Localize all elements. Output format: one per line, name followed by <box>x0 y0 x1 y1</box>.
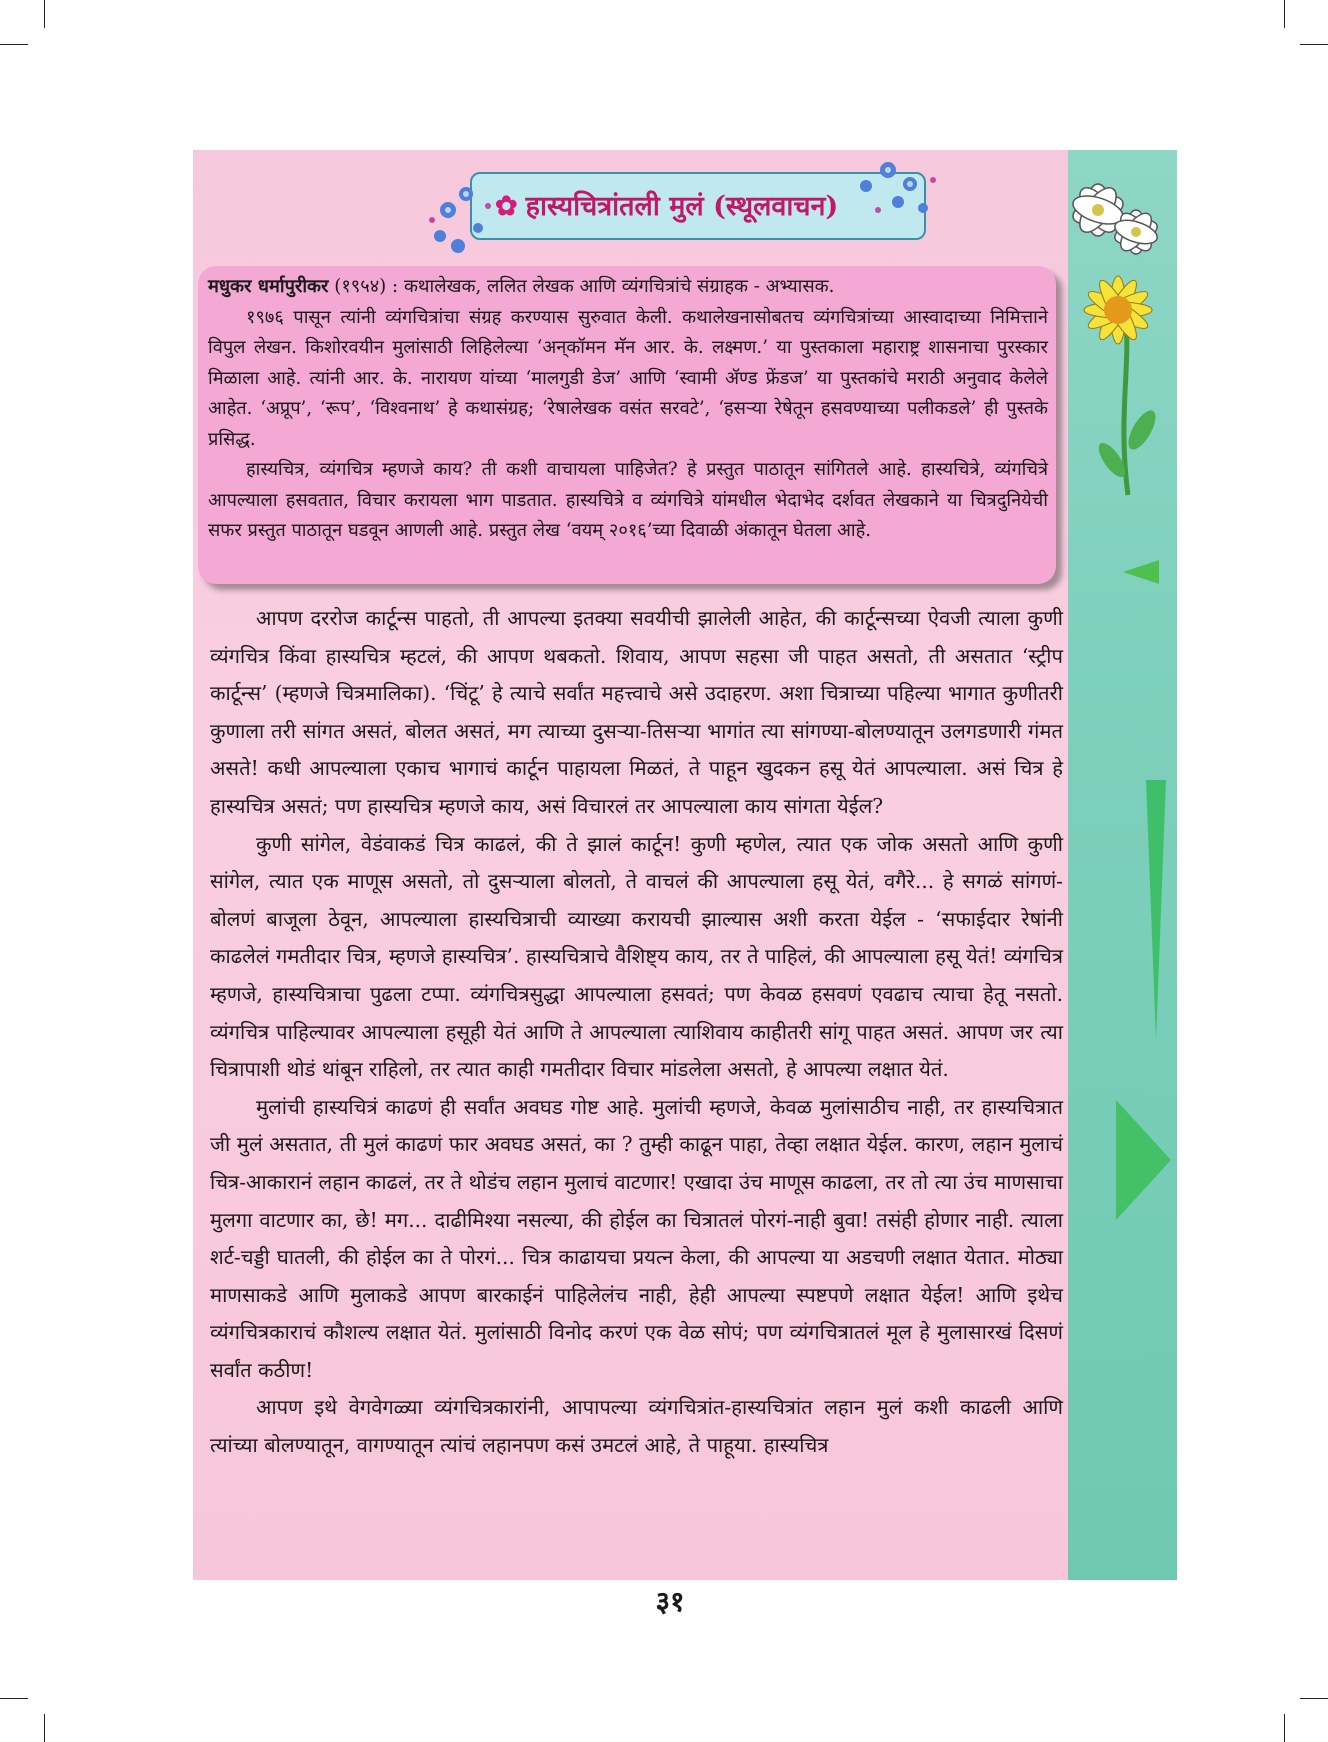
body-paragraph: आपण इथे वेगवेगळ्या व्यंगचित्रकारांनी, आपापल्या व्यंगचित्रांत-हास्यचित्रांत लहान मुलं कशी काढली आणि त्यांच्या बोलण्यातून, वागण्यातून त्यांचं लहानपण कसं उमटलं आहे, ते पाहूया. हास्यचित्र <box>210 1395 1063 1458</box>
crop-mark <box>44 1714 45 1742</box>
crop-mark <box>1284 0 1285 28</box>
crop-mark <box>1300 1698 1328 1699</box>
crop-mark <box>0 44 28 45</box>
intro-paragraph: हास्यचित्र, व्यंगचित्र म्हणजे काय? ती कशी वाचायला पाहिजेत? हे प्रस्तुत पाठातून सांगितले आहे. हास्यचित्रे, व्यंगचित्रे आपल्याला हसवतात, विचार करायला भाग पाडतात. हास्यचित्रे व व्यंगचित्रे यांमधील भेदाभेद दर्शवत लेखकाने या चित्रदुनियेची सफर प्रस्तुत पाठातून घडवून आणली आहे. प्रस्तुत लेख ‘वयम् २०१६’च्या दिवाळी अंकातून घेतला आहे. <box>208 459 1048 541</box>
body-paragraph: मुलांची हास्यचित्रं काढणं ही सर्वांत अवघड गोष्ट आहे. मुलांची म्हणजे, केवळ मुलांसाठीच नाही, तर हास्यचित्रात जी मुलं असतात, ती मुलं काढणं फार अवघड असतं, का ? तुम्ही काढून पाहा, तेव्हा लक्षात येईल. कारण, लहान मुलाचं चित्र-आकारानं लहान काढलं, तर ते थोडंच लहान मुलाचं वाटणार! एखादा उंच माणूस काढला, तर तो त्या उंच माणसाचा मुलगा वाटणार का, छे! मग... दाढीमिश्या नसल्या, की होईल का चित्रातलं पोरगं-नाही बुवा! तसंही होणार नाही. त्याला शर्ट-चड्डी घातली, की होईल का ते पोरगं... चित्र काढायचा प्रयत्न केला, की आपल्या या अडचणी लक्षात येतात. मोठ्या माणसाकडे आणि मुलाकडे आपण बारकाईनं पाहिलेलंच नाही, हेही आपल्या स्पष्टपणे लक्षात येईल! आणि इथेच व्यंगचित्रकाराचं कौशल्य लक्षात येतं. मुलांसाठी विनोद करणं एक वेळ सोपं; पण व्यंगचित्रातलं मूल हे मुलासारखं दिसणं सर्वांत कठीण! <box>210 1094 1063 1382</box>
daisy-bouquet-icon <box>1058 170 1168 500</box>
crop-mark <box>1284 1714 1285 1742</box>
crop-mark <box>44 0 45 28</box>
intro-paragraph: १९७६ पासून त्यांनी व्यंगचित्रांचा संग्रह करण्यास सुरुवात केली. कथालेखनासोबतच व्यंगचित्रांच्या आस्वादाच्या निमित्ताने विपुल लेखन. किशोरवयीन मुलांसाठी लिहिलेल्या ‘अन्‌कॉमन मॅन आर. के. लक्ष्मण.’ या पुस्तकाला महाराष्ट्र शासनाचा पुरस्कार मिळाला आहे. त्यांनी आर. के. नारायण यांच्या ‘मालगुडी डेज’ आणि ‘स्वामी ॲण्ड फ्रेंडज’ या पुस्तकांचे मराठी अनुवाद केलेले आहेत. ‘अप्रूप’, ‘रूप’, ‘विश्वनाथ’ हे कथासंग्रह; ‘रेषालेखक वसंत सरवटे’, ‘हसऱ्या रेषेतून हसवण्याच्या पलीकडले’ ही पुस्तके प्रसिद्ध. <box>208 306 1048 450</box>
lesson-body <box>210 600 1063 1465</box>
intro-text <box>208 272 1048 547</box>
author-name: मधुकर धर्मापुरीकर <box>208 276 329 297</box>
crop-mark <box>0 1698 28 1699</box>
page-number: ३१ <box>655 1585 685 1618</box>
body-paragraph: कुणी सांगेल, वेडंवाकडं चित्र काढलं, की ते झालं कार्टून! कुणी म्हणेल, त्यात एक जोक असतो आणि कुणी सांगेल, त्यात एक माणूस असतो, तो दुसऱ्याला बोलतो, ते वाचलं की आपल्याला हसू येतं, वगैरे... हे सगळं सांगणं-बोलणं बाजूला ठेवून, आपल्याला हास्यचित्राची व्याख्या करायची झाल्यास अशी करता येईल - ‘सफाईदार रेषांनी काढलेलं गमतीदार चित्र, म्हणजे हास्यचित्र’. हास्यचित्राचे वैशिष्ट्य काय, तर ते पाहिलं, की आपल्याला हसू येतं! व्यंगचित्र म्हणजे, हास्यचित्राचा पुढला टप्पा. व्यंगचित्रसुद्धा आपल्याला हसवतं; पण केवळ हसवणं एवढाच त्याचा हेतू नसतो. व्यंगचित्र पाहिल्यावर आपल्याला हसूही येतं आणि ते आपल्याला त्याशिवाय काहीतरी सांगू पाहत असतं. आपण जर त्या चित्रापाशी थोडं थांबून राहिलो, तर त्यात काही गमतीदार विचार मांडलेला असतो, हे आपल्या लक्षात येतं. <box>210 831 1063 1082</box>
page-title: ✿ हास्यचित्रांतली मुलं (स्थूलवाचन) <box>495 191 839 222</box>
author-bio: (१९५४) : कथालेखक, ललित लेखक आणि व्यंगचित्रांचे संग्राहक - अभ्यासक. <box>328 276 835 297</box>
crop-mark <box>1300 44 1328 45</box>
body-paragraph: आपण दररोज कार्टून्स पाहतो, ती आपल्या इतक्या सवयीची झालेली आहेत, की कार्टून्सच्या ऐवजी त्याला कुणी व्यंगचित्र किंवा हास्यचित्र म्हटलं, की आपण थबकतो. शिवाय, आपण सहसा जी पाहत असतो, ती असतात ‘स्ट्रीप कार्टून्स’ (म्हणजे चित्रमालिका). ‘चिंटू’ हे त्याचे सर्वांत महत्त्वाचे असे उदाहरण. अशा चित्राच्या पहिल्या भागात कुणीतरी कुणाला तरी सांगत असतं, बोलत असतं, मग त्याच्या दुसऱ्या-तिसऱ्या भागांत त्या सांगण्या-बोलण्यातून उलगडणारी गंमत असते! कधी आपल्याला एकाच भागाचं कार्टून पाहायला मिळतं, ते पाहून खुदकन हसू येतं आपल्याला. असं चित्र हे हास्यचित्र असतं; पण हास्यचित्र म्हणजे काय, असं विचारलं तर आपल्याला काय सांगता येईल? <box>210 606 1063 818</box>
